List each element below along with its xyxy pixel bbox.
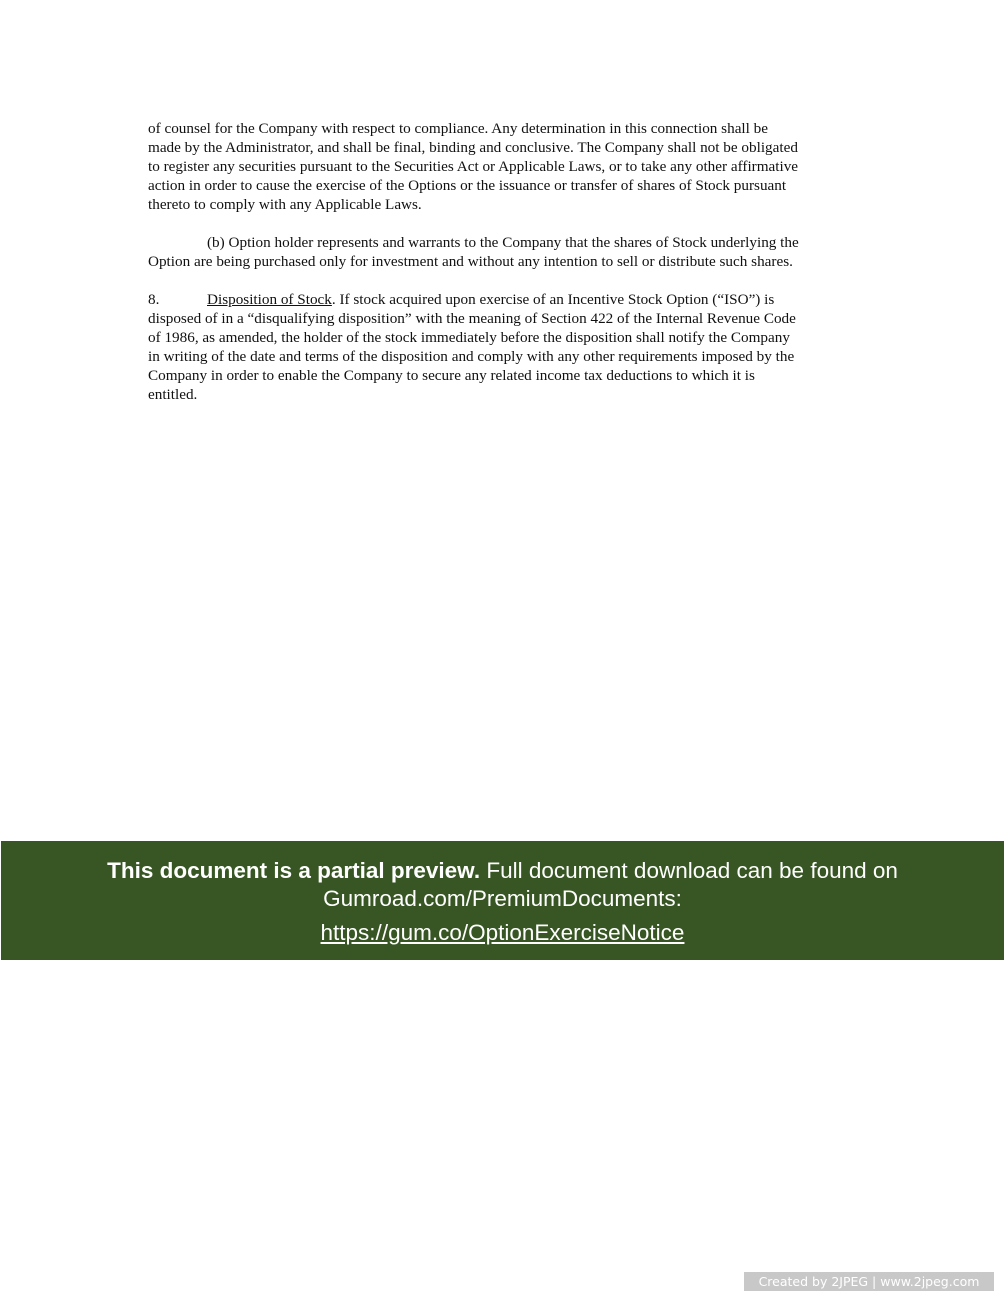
banner-text: Full document download can be found on	[480, 858, 898, 883]
paragraph-spacer	[148, 271, 860, 290]
paragraph-spacer	[148, 214, 860, 233]
text-line: of 1986, as amended, the holder of the stock immediately before the disposition shall notify the Company	[148, 329, 790, 346]
text-line: of counsel for the Company with respect to compliance. Any determination in this connection shall be	[148, 120, 769, 137]
section-number: 8.	[148, 291, 160, 308]
preview-banner	[1, 841, 1004, 960]
text-line: thereto to comply with any Applicable Laws.	[148, 196, 422, 213]
text-line: . If stock acquired upon exercise of an Incentive Stock Option (“ISO”) is	[331, 291, 775, 308]
banner-text-line2: Gumroad.com/PremiumDocuments:	[323, 886, 682, 911]
text-line: in writing of the date and terms of the disposition and comply with any other requirements imposed by the	[148, 348, 795, 365]
text-line: made by the Administrator, and shall be final, binding and conclusive. The Company shall not be obligated	[148, 139, 798, 156]
banner-message	[1, 857, 1004, 913]
watermark: Created by 2JPEG | www.2jpeg.com	[744, 1272, 994, 1291]
paragraph-compliance	[148, 119, 860, 214]
section-8-first-line	[148, 290, 860, 309]
text-line: entitled.	[148, 386, 198, 403]
banner-bold-text: This document is a partial preview.	[107, 858, 481, 883]
text-line: Company in order to enable the Company to secure any related income tax deductions to which it is	[148, 367, 755, 384]
download-link[interactable]: https://gum.co/OptionExerciseNotice	[320, 920, 685, 945]
section-8	[148, 290, 860, 404]
text-line: Option are being purchased only for investment and without any intention to sell or distribute such shares.	[148, 253, 793, 270]
paragraph-b	[148, 233, 860, 271]
text-line: (b) Option holder represents and warrants to the Company that the shares of Stock underlying the	[207, 234, 799, 251]
section-heading: Disposition of Stock	[207, 291, 332, 308]
text-line: disposed of in a “disqualifying disposition” with the meaning of Section 422 of the Internal Revenue Code	[148, 310, 796, 327]
document-body	[148, 119, 860, 404]
text-line: action in order to cause the exercise of the Options or the issuance or transfer of shares of Stock pursuant	[148, 177, 787, 194]
text-line: to register any securities pursuant to the Securities Act or Applicable Laws, or to take any other affirmative	[148, 158, 799, 175]
